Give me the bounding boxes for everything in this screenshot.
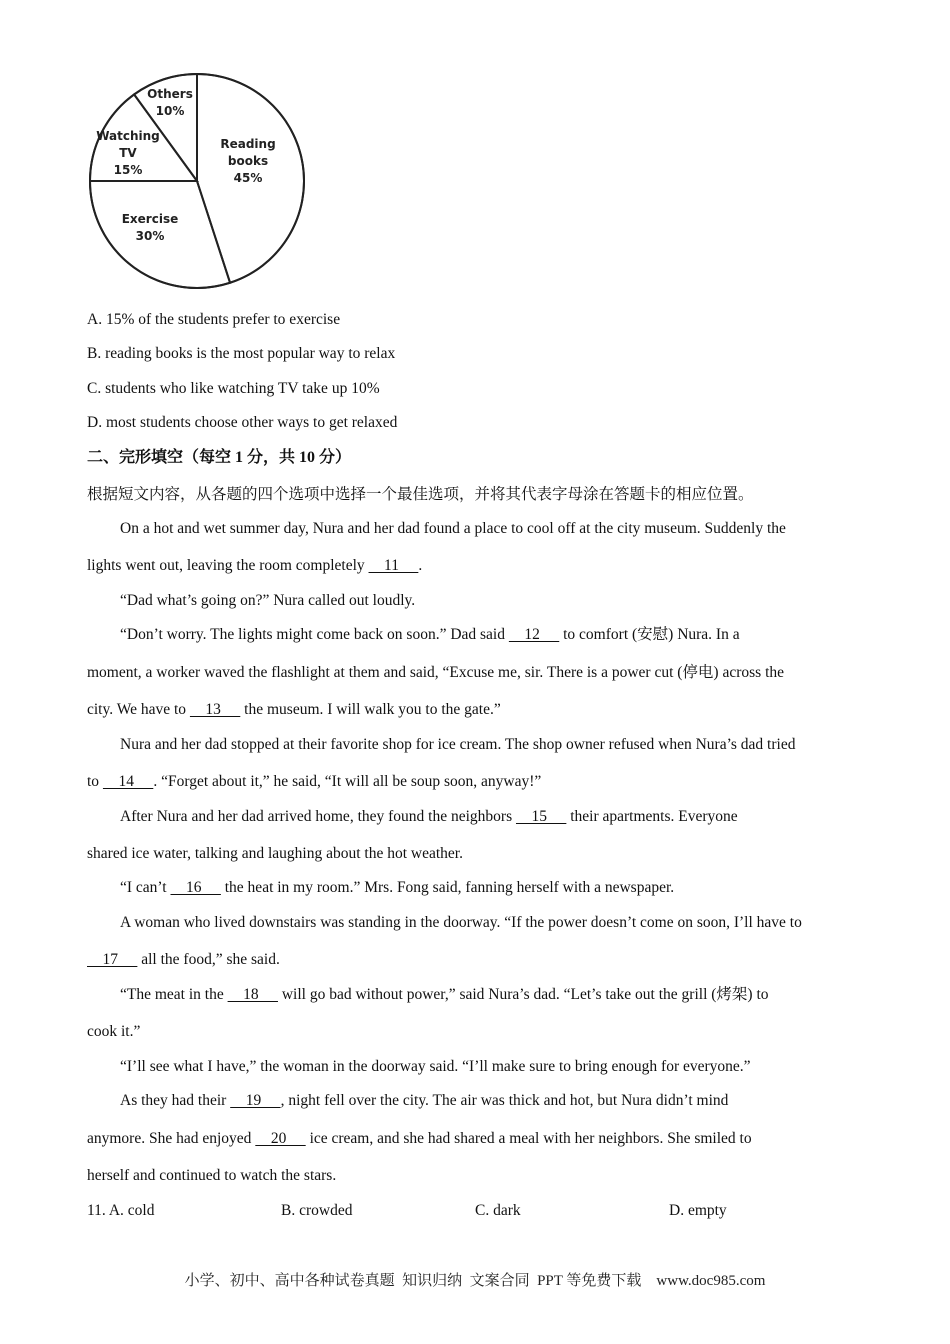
passage-line: city. We have to 13 the museum. I will walk you to the gate.”	[87, 701, 501, 718]
q11-option-d: D. empty	[669, 1202, 727, 1219]
choice-a: A. 15% of the students prefer to exercise	[87, 311, 341, 328]
passage-line: lights went out, leaving the room completely 11 .	[87, 557, 423, 574]
passage-line: to 14 . “Forget about it,” he said, “It will all be soup soon, anyway!”	[87, 773, 542, 790]
blank-19: 19	[230, 1092, 281, 1109]
section-instruction: 根据短文内容，从各题的四个选项中选择一个最佳选项，并将其代表字母涂在答题卡的相应位置。	[87, 486, 754, 503]
pie-slice-label: Exercise 30%	[121, 212, 179, 243]
pie-slice-label: Reading books 45%	[220, 137, 276, 185]
passage-line: After Nura and her dad arrived home, they found the neighbors 15 their apartments. Everyone	[120, 808, 738, 825]
passage-line: As they had their 19 , night fell over the city. The air was thick and hot, but Nura didn’t mind	[120, 1092, 729, 1109]
q11-option-c: C. dark	[475, 1202, 521, 1219]
blank-14: 14	[102, 773, 154, 790]
blank-11: 11	[368, 557, 419, 574]
passage-line: anymore. She had enjoyed 20 ice cream, and she had shared a meal with her neighbors. She smiled to	[87, 1130, 752, 1147]
passage-line: moment, a worker waved the flashlight at them and said, “Excuse me, sir. There is a power cut (停电) across the	[87, 664, 785, 681]
page-footer: 小学、初中、高中各种试卷真题 知识归纳 文案合同 PPT 等免费下载 www.doc985.com	[184, 1273, 766, 1289]
passage-line: “I’ll see what I have,” the woman in the doorway said. “I’ll make sure to bring enough for everyone.”	[120, 1058, 751, 1075]
passage-line: 17 all the food,” she said.	[87, 951, 280, 968]
passage-line: “I can’t 16 the heat in my room.” Mrs. Fong said, fanning herself with a newspaper.	[120, 879, 675, 896]
passage-line: A woman who lived downstairs was standing in the doorway. “If the power doesn’t come on soon, I’ll have to	[120, 914, 802, 931]
blank-13: 13	[189, 701, 241, 718]
pie-slice-label: Others 10%	[147, 87, 193, 118]
blank-12: 12	[508, 626, 560, 643]
passage-line: Nura and her dad stopped at their favorite shop for ice cream. The shop owner refused when Nura’s dad tried	[120, 736, 796, 753]
section-title: 二、完形填空（每空 1 分，共 10 分）	[87, 449, 352, 466]
blank-17: 17	[87, 951, 138, 968]
passage-line: On a hot and wet summer day, Nura and her dad found a place to cool off at the city museum. Suddenly the	[120, 520, 786, 537]
pie-slice-label: Watching TV 15%	[96, 129, 160, 177]
q11-option-b: B. crowded	[281, 1202, 353, 1219]
passage-line: “The meat in the 18 will go bad without power,” said Nura’s dad. “Let’s take out the grill (烤架) to	[120, 986, 769, 1003]
choice-d: D. most students choose other ways to get relaxed	[87, 414, 398, 431]
blank-20: 20	[255, 1130, 306, 1147]
passage-line: “Don’t worry. The lights might come back on soon.” Dad said 12 to comfort (安慰) Nura. In a	[120, 626, 740, 643]
choice-b: B. reading books is the most popular way to relax	[87, 345, 396, 362]
passage-line: herself and continued to watch the stars.	[87, 1167, 337, 1184]
blank-16: 16	[170, 879, 221, 896]
blank-18: 18	[227, 986, 278, 1003]
passage-line: “Dad what’s going on?” Nura called out loudly.	[120, 592, 416, 609]
passage-line: shared ice water, talking and laughing about the hot weather.	[87, 845, 463, 862]
pie-chart	[84, 68, 310, 294]
q11-option-a: 11. A. cold	[87, 1202, 155, 1219]
passage-line: cook it.”	[87, 1023, 141, 1040]
choice-c: C. students who like watching TV take up 10%	[87, 380, 380, 397]
blank-15: 15	[515, 808, 567, 825]
